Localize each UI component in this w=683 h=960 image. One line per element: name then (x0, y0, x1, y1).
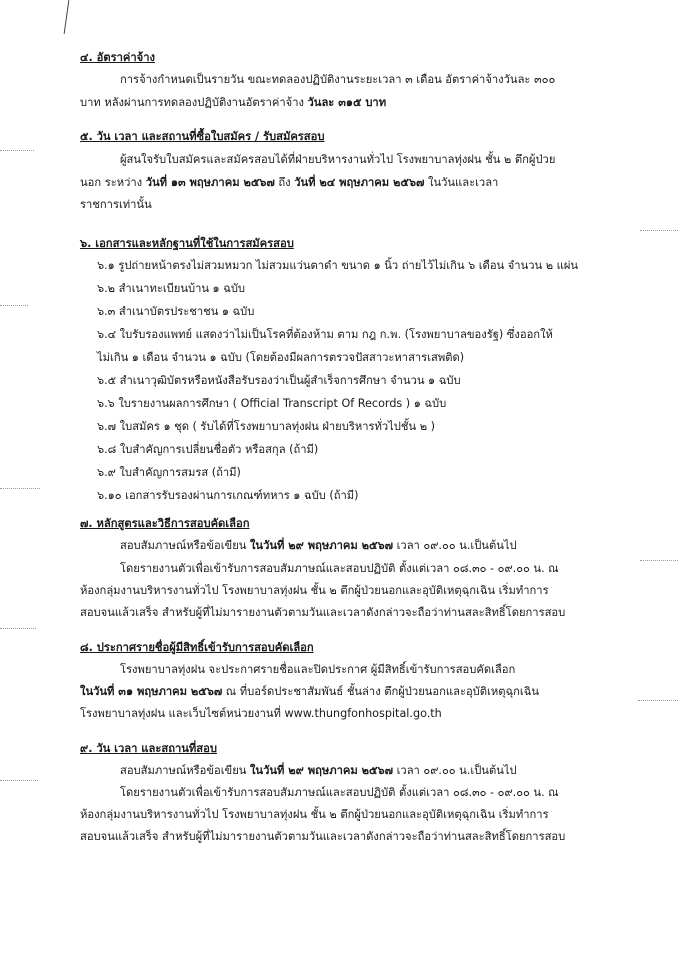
section-4-heading: ๔. อัตราค่าจ้าง (80, 51, 155, 64)
margin-dash (0, 628, 36, 629)
section-5-line-2-suffix: ในวันและเวลา (424, 176, 499, 189)
section-9-exam-time: เวลา ๐๙.๐๐ น.เป็นต้นไป (393, 764, 517, 777)
section-5-heading: ๕. วัน เวลา และสถานที่ซื้อใบสมัคร / รับสมัครสอบ (80, 130, 325, 143)
section-8-line-2 (80, 685, 539, 699)
section-7-heading: ๗. หลักสูตรและวิธีการสอบคัดเลือก (80, 517, 250, 530)
section-6-item: ๖.๓ สำเนาบัตรประชาชน ๑ ฉบับ (97, 305, 255, 318)
section-5-line-2 (80, 176, 498, 190)
margin-dash (0, 780, 38, 781)
section-8-line-1: โรงพยาบาลทุ่งฝน จะประกาศรายชื่อและปิดประกาศ ผู้มีสิทธิ์เข้ารับการสอบคัดเลือก (120, 663, 516, 676)
section-4-line-2-text: บาท หลังผ่านการทดลองปฏิบัติงานอัตราค่าจ้าง (80, 96, 308, 109)
section-4-line-2 (80, 96, 386, 110)
section-7-line-3: ห้องกลุ่มงานบริหารงานทั่วไป โรงพยาบาลทุ่งฝน ชั้น ๒ ตึกผู้ป่วยนอกและอุบัติเหตุฉุกเฉิน เริ่มทำการ (80, 584, 549, 597)
section-8-heading: ๘. ประกาศรายชื่อผู้มีสิทธิ์เข้ารับการสอบคัดเลือก (80, 641, 314, 654)
section-7-line-2: โดยรายงานตัวเพื่อเข้ารับการสอบสัมภาษณ์และสอบปฏิบัติ ตั้งแต่เวลา ๐๘.๓๐ - ๐๙.๐๐ น. ณ (120, 562, 559, 575)
section-4-line-1: การจ้างกำหนดเป็นรายวัน ขณะทดลองปฏิบัติงานระยะเวลา ๓ เดือน อัตราค่าจ้างวันละ ๓๐๐ (120, 73, 556, 86)
section-5-line-2-prefix: นอก ระหว่าง (80, 176, 146, 189)
section-9-line-2: โดยรายงานตัวเพื่อเข้ารับการสอบสัมภาษณ์และสอบปฏิบัติ ตั้งแต่เวลา ๐๘.๓๐ - ๐๙.๐๐ น. ณ (120, 786, 559, 799)
section-7-exam-time: เวลา ๐๙.๐๐ น.เป็นต้นไป (393, 539, 517, 552)
section-9-line-1 (120, 764, 517, 778)
section-9-line-1-text: สอบสัมภาษณ์หรือข้อเขียน (120, 764, 250, 777)
section-8-announce-date: ในวันที่ ๓๑ พฤษภาคม ๒๕๖๗ (80, 685, 223, 698)
margin-dash (640, 230, 678, 231)
section-6-heading: ๖. เอกสารและหลักฐานที่ใช้ในการสมัครสอบ (80, 237, 294, 250)
section-7-exam-date: ในวันที่ ๒๙ พฤษภาคม ๒๕๖๗ (249, 539, 394, 552)
section-6-item: ๖.๗ ใบสมัคร ๑ ชุด ( รับได้ที่โรงพยาบาลทุ่งฝน ฝ่ายบริหารทั่วไปชั้น ๒ ) (97, 420, 435, 433)
section-6-item-continuation: ไม่เกิน ๑ เดือน จำนวน ๑ ฉบับ (โดยต้องมีผลการตรวจปัสสาวะหาสารเสพติด) (97, 351, 465, 364)
section-5-line-3: ราชการเท่านั้น (80, 198, 152, 211)
margin-dash (640, 560, 678, 561)
section-5-start-date: วันที่ ๑๓ พฤษภาคม ๒๕๖๗ (145, 176, 275, 189)
margin-dash (0, 488, 40, 489)
section-9-line-3: ห้องกลุ่มงานบริหารงานทั่วไป โรงพยาบาลทุ่งฝน ชั้น ๒ ตึกผู้ป่วยนอกและอุบัติเหตุฉุกเฉิน เริ่มทำการ (80, 808, 549, 821)
section-6-item: ๖.๒ สำเนาทะเบียนบ้าน ๑ ฉบับ (97, 282, 246, 295)
section-4-wage: วันละ ๓๑๕ บาท (307, 96, 387, 109)
section-5-line-2-to: ถึง (274, 176, 295, 189)
margin-dash (0, 150, 34, 151)
section-9-heading: ๙. วัน เวลา และสถานที่สอบ (80, 742, 217, 755)
section-7-line-1 (120, 539, 517, 553)
section-9-line-4: สอบจนแล้วเสร็จ สำหรับผู้ที่ไม่มารายงานตัวตามวันและเวลาดังกล่าวจะถือว่าท่านสละสิทธิ์โดยการสอบ (80, 830, 566, 843)
section-6-item: ๖.๖ ใบรายงานผลการศึกษา ( Official Transcript Of Records ) ๑ ฉบับ (97, 397, 447, 410)
section-6-item: ๖.๔ ใบรับรองแพทย์ แสดงว่าไม่เป็นโรคที่ต้องห้าม ตาม กฎ ก.พ. (โรงพยาบาลของรัฐ) ซึ่งออกให้ (97, 328, 553, 341)
section-7-line-1-text: สอบสัมภาษณ์หรือข้อเขียน (120, 539, 250, 552)
section-8-line-3: โรงพยาบาลทุ่งฝน และเว็บไซต์หน่วยงานที่ www.thungfonhospital.go.th (80, 707, 442, 720)
section-6-item: ๖.๑๐ เอกสารรับรองผ่านการเกณฑ์ทหาร ๑ ฉบับ (ถ้ามี) (97, 489, 359, 502)
section-9-exam-date: ในวันที่ ๒๙ พฤษภาคม ๒๕๖๗ (249, 764, 394, 777)
section-6-item: ๖.๙ ใบสำคัญการสมรส (ถ้ามี) (97, 466, 241, 479)
section-5-line-1: ผู้สนใจรับใบสมัครและสมัครสอบได้ที่ฝ่ายบริหารงานทั่วไป โรงพยาบาลทุ่งฝน ชั้น ๒ ตึกผู้ป่วย (120, 153, 556, 166)
section-6-item: ๖.๕ สำเนาวุฒิบัตรหรือหนังสือรับรองว่าเป็นผู้สำเร็จการศึกษา จำนวน ๑ ฉบับ (97, 374, 461, 387)
section-5-end-date: วันที่ ๒๔ พฤษภาคม ๒๕๖๗ (294, 176, 425, 189)
section-8-line-2-text: ณ ที่บอร์ดประชาสัมพันธ์ ชั้นล่าง ตึกผู้ป่วยนอกและอุบัติเหตุฉุกเฉิน (222, 685, 539, 698)
section-6-item: ๖.๘ ใบสำคัญการเปลี่ยนชื่อตัว หรือสกุล (ถ้ามี) (97, 443, 319, 456)
margin-dash (0, 305, 28, 306)
section-7-line-4: สอบจนแล้วเสร็จ สำหรับผู้ที่ไม่มารายงานตัวตามวันและเวลาดังกล่าวจะถือว่าท่านสละสิทธิ์โดยการสอบ (80, 606, 566, 619)
scan-mark-top-left (64, 0, 70, 34)
margin-dash (638, 700, 678, 701)
section-6-item: ๖.๑ รูปถ่ายหน้าตรงไม่สวมหมวก ไม่สวมแว่นตาดำ ขนาด ๑ นิ้ว ถ่ายไว้ไม่เกิน ๖ เดือน จำนวน ๒ แผ่น (97, 259, 579, 272)
